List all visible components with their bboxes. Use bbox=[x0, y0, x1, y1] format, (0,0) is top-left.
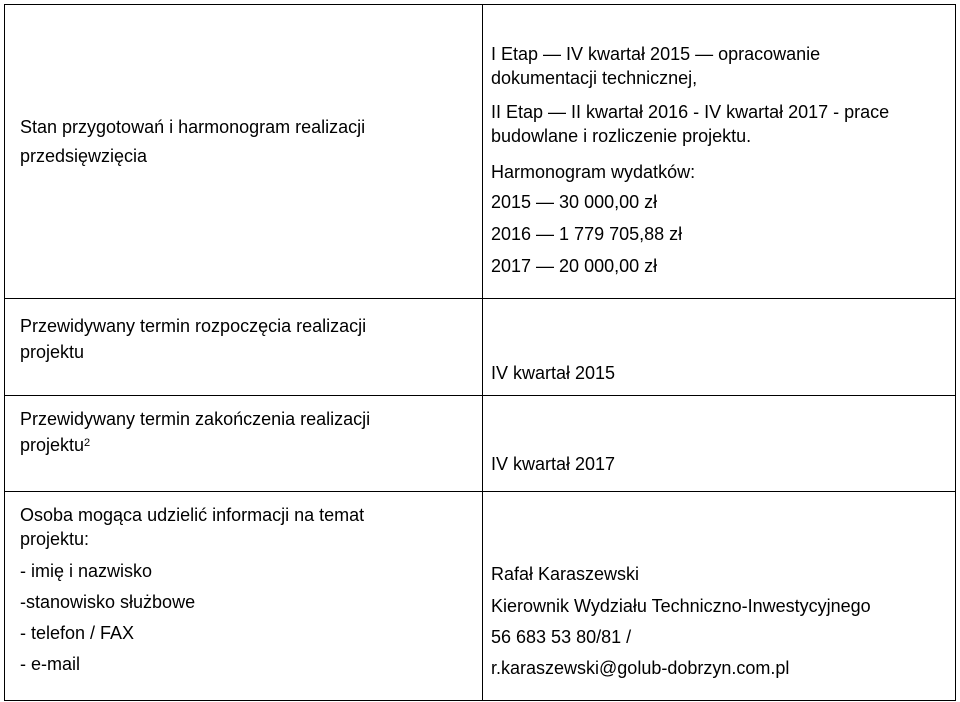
value-line: Rafał Karaszewski bbox=[491, 564, 640, 584]
label-line: przedsięwzięcia bbox=[20, 146, 148, 166]
value-line: 56 683 53 80/81 / bbox=[491, 627, 632, 647]
label-line: projektu bbox=[20, 342, 85, 362]
table-row bbox=[5, 492, 956, 701]
value-cell bbox=[483, 396, 956, 492]
table-row bbox=[5, 5, 956, 299]
value-line: Kierownik Wydziału Techniczno-Inwestycyjnego bbox=[491, 596, 871, 616]
label-line: - imię i nazwisko bbox=[20, 561, 153, 581]
value-line: r.karaszewski@golub-dobrzyn.com.pl bbox=[491, 658, 790, 678]
value-line: II Etap — II kwartał 2016 - IV kwartał 2017 - prace bbox=[491, 102, 890, 122]
label-line bbox=[20, 434, 90, 456]
label-line: Przewidywany termin zakończenia realizacji bbox=[20, 409, 371, 429]
value-line: dokumentacji technicznej, bbox=[491, 68, 698, 88]
value-line: 2016 — 1 779 705,88 zł bbox=[491, 224, 683, 244]
project-info-table bbox=[4, 4, 956, 701]
label-line: - telefon / FAX bbox=[20, 623, 135, 643]
value-line: IV kwartał 2017 bbox=[491, 454, 616, 474]
label-cell bbox=[5, 492, 483, 701]
value-line: Harmonogram wydatków: bbox=[491, 162, 696, 182]
label-line: Osoba mogąca udzielić informacji na temat bbox=[20, 505, 365, 525]
label-line: - e-mail bbox=[20, 654, 81, 674]
value-line: I Etap — IV kwartał 2015 — opracowanie bbox=[491, 44, 821, 64]
footnote-marker: 2 bbox=[84, 437, 91, 449]
label-text: projektu bbox=[20, 435, 85, 455]
value-line: IV kwartał 2015 bbox=[491, 363, 616, 383]
value-line: 2015 — 30 000,00 zł bbox=[491, 192, 658, 212]
value-cell bbox=[483, 492, 956, 701]
table-row bbox=[5, 396, 956, 492]
label-cell bbox=[5, 299, 483, 396]
label-cell bbox=[5, 396, 483, 492]
label-line: -stanowisko służbowe bbox=[20, 592, 196, 612]
label-cell bbox=[5, 5, 483, 299]
value-line: 2017 — 20 000,00 zł bbox=[491, 256, 658, 276]
label-line: Przewidywany termin rozpoczęcia realizacji bbox=[20, 316, 367, 336]
label-line: Stan przygotowań i harmonogram realizacji bbox=[20, 117, 366, 137]
value-cell bbox=[483, 5, 956, 299]
label-line: projektu: bbox=[20, 529, 90, 549]
table-row bbox=[5, 299, 956, 396]
value-line: budowlane i rozliczenie projektu. bbox=[491, 126, 752, 146]
value-cell bbox=[483, 299, 956, 396]
